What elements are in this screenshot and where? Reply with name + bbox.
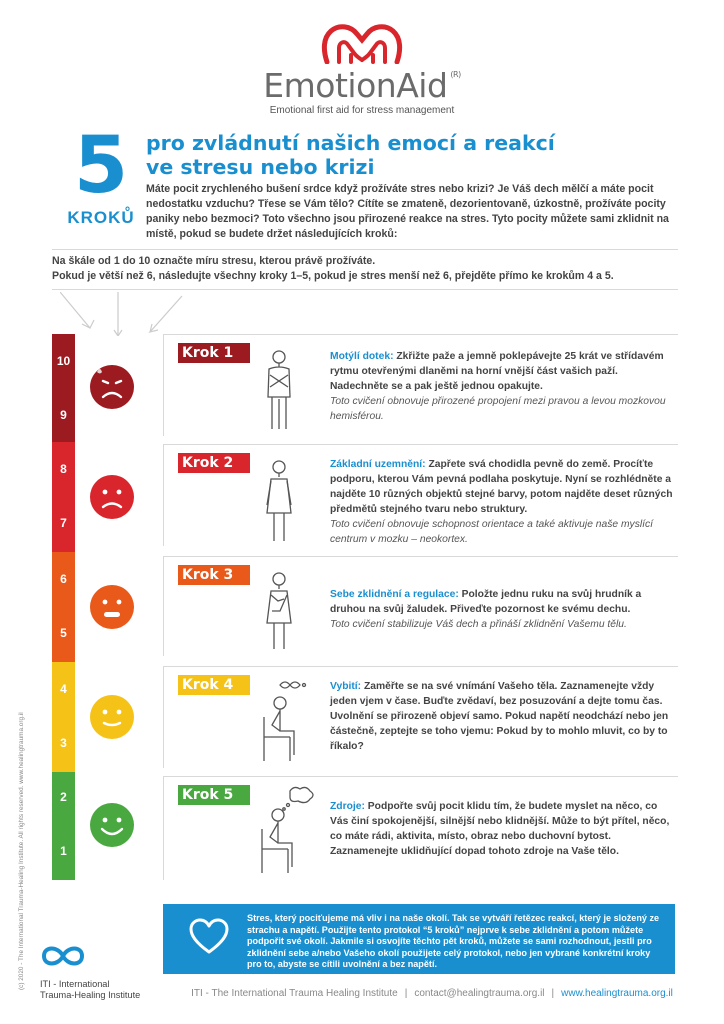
scale-number: 5: [60, 626, 67, 640]
step-5: [163, 776, 678, 880]
step-note: Toto cvičení stabilizuje Váš dech a přináší zklidnění Vašemu tělu.: [330, 619, 627, 630]
step-4: [163, 666, 678, 768]
step-text: [330, 349, 675, 424]
footer-web-link[interactable]: www.healingtrauma.org.il: [561, 988, 673, 999]
step-heading: Zdroje:: [330, 801, 365, 812]
seated-discharge-figure-icon: [250, 677, 312, 763]
info-box: [163, 904, 675, 974]
step-note: Toto cvičení obnovuje schopnost orientace a také aktivuje naše myslící centrum v mozku – neokortex.: [330, 519, 654, 545]
step-2: [163, 444, 678, 546]
iti-name-line1: ITI - International: [40, 979, 110, 989]
step-label: Krok 2: [178, 453, 250, 473]
step-body: Položte jednu ruku na svůj hrudník a druhou na svůj žaludek. Přiveďte pozornost ke svému dechu.: [330, 589, 642, 615]
step-1: [163, 334, 678, 436]
step-note: Toto cvičení obnovuje přirozené propojení mezi pravou a levou mozkovou hemisférou.: [330, 396, 666, 422]
footer-org: ITI - The International Trauma Healing Institute: [191, 988, 398, 999]
scale-segment-6-5: [52, 552, 75, 662]
scale-number: 2: [60, 790, 67, 804]
step-body: Zapřete svá chodidla pevně do země. Procíťte podporu, kterou Vám pevná podlaha poskytuje. Nyní se rozhlédněte a najděte 10 různých objektů stejné barvy, potom najděte deset různých předmětů stejného tvaru nebo struktury.: [330, 459, 673, 515]
step-label: Krok 3: [178, 565, 250, 585]
step-heading: Vybití:: [330, 681, 362, 692]
scale-number: 3: [60, 736, 67, 750]
seated-resource-figure-icon: [250, 785, 316, 875]
scale-segment-2-1: [52, 772, 75, 880]
sad-face-icon: [89, 474, 135, 520]
info-box-text: Stres, který pociťujeme má vliv i na naše okolí. Tak se vytváří řetězec reakcí, který je složený ze strachu a napětí. Použijte tento protokol “5 kroků” nejprve k sebe zklidnění a potom můžete podpořit své okolí. Jakmile si osvojíte těchto pět kroků, můžete se sami rozhodnout, jestli pro zklidnění sebe a/nebo Vašeho okolí použijete celý protokol, nebo jen vybrané konkrétní kroky pro to, abyste se cítili uvolnění a bez napětí.: [247, 913, 660, 969]
scale-segment-8-7: [52, 442, 75, 552]
big-number: 5: [73, 121, 129, 211]
step-body: Podpořte svůj pocit klidu tím, že budete myslet na něco, co Vás činí spokojenější, silnější nebo klidnější. Může to být přítel, něco, co máte rádi, aktivita, místo, obraz nebo duchovní bytost. Zaznamenejte uklidňující dopad tohoto zdroje na Vaše tělo.: [330, 801, 670, 857]
step-heading: Základní uzemnění:: [330, 459, 426, 470]
iti-infinity-icon: [40, 942, 86, 970]
scale-number: 10: [56, 354, 71, 368]
step-label: Krok 1: [178, 343, 250, 363]
step-body: Zkřižte paže a jemně poklepávejte 25 krát ve střídavém rytmu otevřenými dlaněmi na horní vnější část vašich paží. Nadechněte se a pak ještě jednou opakujte.: [330, 351, 664, 392]
footer-email-link[interactable]: contact@healingtrauma.org.il: [414, 988, 545, 999]
scale-number: 9: [60, 408, 67, 422]
pointer-lines: [60, 292, 190, 336]
five-steps-badge: [56, 121, 146, 228]
scale-number: 4: [60, 682, 67, 696]
butterfly-hug-figure-icon: [260, 349, 298, 431]
divider: [52, 249, 678, 250]
divider: [52, 289, 678, 290]
step-text: [330, 799, 675, 859]
worried-face-icon: [89, 584, 135, 630]
iti-name-line2: Trauma-Healing Institute: [40, 990, 141, 1000]
scale-number: 1: [60, 844, 67, 858]
stress-scale-bar: [52, 334, 75, 880]
step-label: Krok 5: [178, 785, 250, 805]
step-text: [330, 457, 675, 547]
step-label: Krok 4: [178, 675, 250, 695]
copyright-note: (c) 2020 - The International Trauma-Healing Institute. All rights reserved. www.healingtrauma.org.il: [18, 712, 25, 990]
scale-number: 7: [60, 516, 67, 530]
brand-name: EmotionAid $^{(R)}$: [263, 66, 461, 105]
iti-logo: [40, 942, 160, 1001]
footer-separator: |: [551, 988, 555, 999]
logo: [0, 22, 724, 116]
step-heading: Motýlí dotek:: [330, 351, 394, 362]
scale-instructions: Na škále od 1 do 10 označte míru stresu, kterou právě prožíváte. Pokud je větší než 6, následujte všechny kroky 1–5, pokud je stres menší než 6, přejděte přímo ke krokům 4 a 5.: [52, 255, 614, 282]
self-soothing-figure-icon: [260, 571, 298, 651]
step-3: [163, 556, 678, 656]
scale-segment-10-9: [52, 334, 75, 442]
step-text: [330, 679, 675, 754]
page-title: pro zvládnutí našich emocí a reakcí ve stresu nebo krizi: [146, 131, 555, 179]
scale-number: 6: [60, 572, 67, 586]
step-body: Zaměřte se na své vnímání Vašeho těla. Zaznamenejte vždy jeden vjem v čase. Buďte zvědaví, bez posuzování a dejte tomu čas. Uvolnění se přirozeně objeví samo. Pokud napětí neodchází nebo jen částečně, zeptejte se toho vjemu: Pokud by to mohlo mluvit, co by to říkalo?: [330, 681, 669, 752]
footer: [152, 988, 712, 999]
scale-number: 8: [60, 462, 67, 476]
smiling-face-icon: [89, 802, 135, 848]
footer-separator: |: [404, 988, 408, 999]
big-number-word: KROKŮ: [67, 208, 135, 227]
brand-tagline: Emotional first aid for stress management: [269, 105, 455, 116]
grounding-figure-icon: [260, 459, 298, 545]
heart-outline-icon: [189, 918, 229, 956]
step-heading: Sebe zklidnění a regulace:: [330, 589, 459, 600]
emotionaid-heart-hands-icon: [321, 22, 403, 64]
slightly-smiling-face-icon: [89, 694, 135, 740]
step-text: [330, 587, 675, 632]
scale-segment-4-3: [52, 662, 75, 772]
very-sad-face-icon: [89, 364, 135, 410]
intro-text: Máte pocit zrychleného bušení srdce když prožíváte stres nebo krizi? Je Váš dech mělčí a máte pocit nedostatku vzduchu? Třese se Vám tělo? Cítíte se zmateně, dezorientovaně, úzkostně, prožíváte pocity paniky nebo bezmoci? Toto všechno jsou přirozené reakce na stres. Tyto pocity můžete sami zklidnit na místě, pokud se budete držet následujících kroků:: [146, 183, 669, 240]
